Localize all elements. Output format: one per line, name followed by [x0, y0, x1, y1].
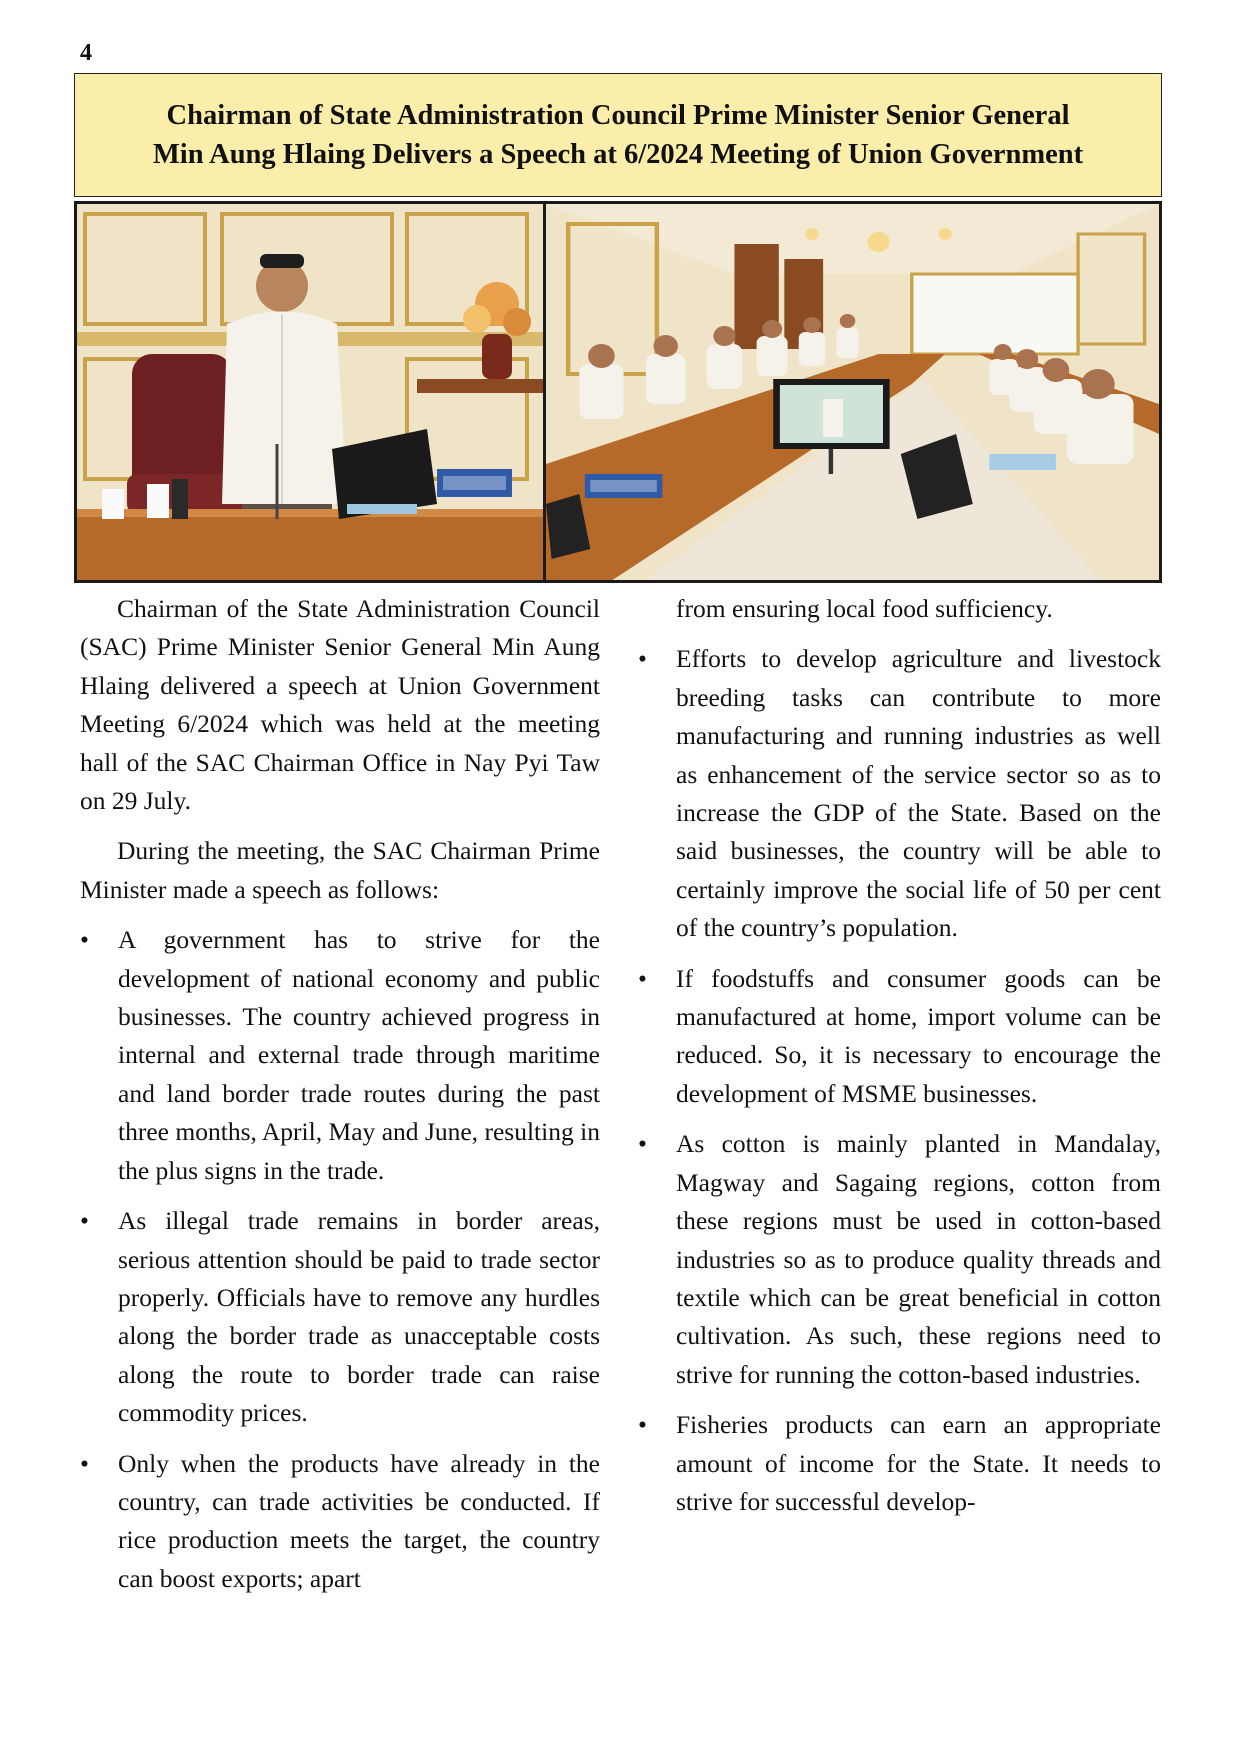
bullet-icon: • [80, 925, 89, 955]
bullet-text: As illegal trade remains in border areas, serious attention should be paid to trade sector properly. Officials have to remove any hurdles along the border trade as unacceptable costs along the route to border trade can raise commodity prices. [118, 1206, 600, 1428]
bullet-icon: • [638, 963, 647, 993]
photo-strip [74, 201, 1162, 583]
bullet-icon: • [638, 1410, 647, 1440]
bullet-item [80, 1445, 600, 1599]
bullet-text: If foodstuffs and consumer goods can be manufactured at home, import volume can be reduced. So, it is necessary to encourage the development of MSME businesses. [676, 963, 1161, 1108]
bullet-text: Only when the products have already in the country, can trade activities be conducted. If rice production meets the target, the country can boost exports; apart [118, 1448, 600, 1593]
photo-meeting-hall [546, 204, 1159, 580]
bullet-icon: • [80, 1206, 89, 1236]
bullet-item [80, 1202, 600, 1432]
bullet-text: Fisheries products can earn an appropriate amount of income for the State. It needs to strive for successful develop- [676, 1410, 1161, 1516]
photo-speaker-standing [77, 204, 543, 580]
article-paragraph: Chairman of the State Administration Council (SAC) Prime Minister Senior General Min Aung Hlaing delivered a speech at Union Government Meeting 6/2024 which was held at the meeting hall of the SAC Chairman Office in Nay Pyi Taw on 29 July. [80, 594, 600, 816]
bullet-text: A government has to strive for the development of national economy and public businesses. The country achieved progress in internal and external trade through maritime and land border trade routes during the past three months, April, May and June, resulting in the plus signs in the trade. [118, 925, 600, 1185]
page-number: 4 [80, 40, 92, 66]
bullet-item [80, 921, 600, 1190]
bullet-item [638, 1406, 1161, 1521]
article-column-left [80, 590, 600, 1610]
bullet-icon: • [638, 1129, 647, 1159]
article-paragraph: During the meeting, the SAC Chairman Prime Minister made a speech as follows: [80, 836, 600, 904]
article-column-right [638, 590, 1161, 1533]
bullet-icon: • [80, 1448, 89, 1478]
bullet-text: Efforts to develop agriculture and livestock breeding tasks can contribute to more manufacturing and running industries as well as enhancement of the service sector so as to increase the GDP of the State. Based on the said businesses, the country will be able to certainly improve the social life of 50 per cent of the country’s population. [676, 644, 1161, 943]
bullet-text: As cotton is mainly planted in Mandalay, Magway and Sagaing regions, cotton from these regions must be used in cotton-based industries so as to produce quality threads and textile which can be great beneficial in cotton cultivation. As such, these regions need to strive for running the cotton-based industries. [676, 1129, 1161, 1389]
headline-line-1: Chairman of State Administration Council Prime Minister Senior General [166, 100, 1070, 131]
bullet-item [638, 640, 1161, 947]
headline-line-2: Min Aung Hlaing Delivers a Speech at 6/2024 Meeting of Union Government [152, 139, 1084, 170]
bullet-continuation: from ensuring local food sufficiency. [676, 594, 1053, 623]
headline-box [74, 73, 1162, 197]
bullet-item [638, 1125, 1161, 1394]
bullet-icon: • [638, 644, 647, 674]
bullet-item [638, 960, 1161, 1114]
